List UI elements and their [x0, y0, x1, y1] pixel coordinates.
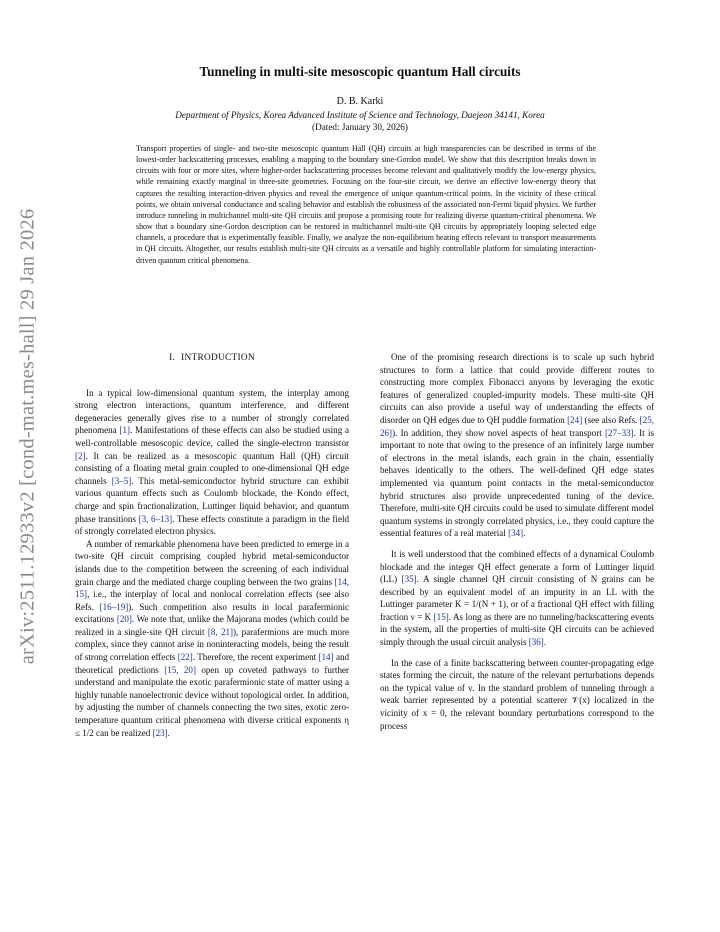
citation-link[interactable]: [1] — [119, 425, 131, 436]
abstract: Transport properties of single- and two-site mesoscopic quantum Hall (QH) circuits at high transparencies can be described in terms of the lowest-order backscattering processes, enabling a mapping to the boundary sine-Gordon model. We show that this description breaks down in circuits with four or more sites, where higher-order backscattering processes become relevant and qualitatively modify the low-energy physics, while remaining exactly marginal in three-site geometries. Focusing on the four-site circuit, we derive an effective low-energy theory that captures the resulting interaction-driven physics and reveal the emergence of unique quantum-critical points. In the vicinity of these critical points, we obtain universal conductance and scaling behavior and establish the robustness of the associated non-Fermi liquid physics. We further introduce tunneling in multichannel multi-site QH circuits and propose a promising route for realizing diverse quantum-critical phenomena. We show that a boundary sine-Gordon description can be restored in multichannel multi-site QH circuits by appropriately looping selected edge channels, a procedure that is experimentally feasible. Finally, we analyze the non-equilibrium heating effects relevant to transport measurements in QH circuits. Altogether, our results establish multi-site QH circuits as a versatile and highly controllable platform for simulating interaction-driven quantum critical phenomena. — [136, 144, 596, 265]
citation-link[interactable]: [24] — [567, 414, 583, 425]
citation-link[interactable]: [22] — [177, 652, 193, 663]
paragraph: It is well understood that the combined effects of a dynamical Coulomb blockade and the integer QH effect generate a form of Luttinger liquid (LL) [35]. A single channel QH circuit consisting of N grains can be described by an equivalent model of an impurity in an LL with the Luttinger parameter K = 1/(N + 1), or of a fractional QH effect with filling fraction ν = K [15]. As long as there are no tunneling/backscattering events in the system, all the properties of multi-site QH circuits can be achieved simply through the usual circuit analysis [36]. — [380, 548, 655, 648]
paragraph: A number of remarkable phenomena have been predicted to emerge in a two-site QH circuit comprising coupled hybrid metal-semiconductor islands due to the competition between the screening of each individual grain charge and the mediated charge coupling between the two grains [14, 15], i.e., the interplay of local and nonlocal correlation effects (see also Refs. [16–19]). Such competition also results in local parafermionic excitations [20]. We note that, unlike the Majorana modes (which could be realized in a single-site QH circuit [8, 21]), parafermions are much more complex, since they cannot arise in noninteracting models, being the result of strong correlation effects [22]. Therefore, the recent experiment [14] and theoretical predictions [15, 20] open up coveted pathways to further understand and manipulate the exotic parafermionic state of matter using a highly tunable nanoelectronic device without topological order. In addition, by adjusting the number of channels connecting the two sites, exotic zero-temperature quantum critical phenomena with diverse critical exponents η ≤ 1/2 can be realized [23]. — [75, 538, 350, 738]
author-affiliation: Department of Physics, Korea Advanced Institute of Science and Technology, Daejeon 34141, Korea — [175, 110, 545, 120]
citation-link[interactable]: [27–33] — [605, 427, 634, 438]
paragraph: In a typical low-dimensional quantum system, the interplay among strong electron interactions, quantum interference, and different degeneracies generally gives rise to a number of strongly correlated phenomena [1]. Manifestations of these effects can also be studied using a well-controllable mesoscopic device, called the single-electron transistor [2]. It can be realized as a mesoscopic quantum Hall (QH) circuit consisting of a floating metal grain coupled to one-dimensional QH edge channels [3–5]. This metal-semiconductor hybrid structure can exhibit various quantum effects such as Coulomb blockade, the Kondo effect, charge and spin fractionalization, Luttinger liquid behavior, and quantum phase transitions [3, 6–13]. These effects constitute a paradigm in the field of strongly correlated electron physics. — [75, 387, 349, 537]
citation-link[interactable]: [15] — [433, 611, 449, 622]
arxiv-identifier-stamp — [4, 196, 52, 676]
citation-link[interactable]: [14] — [318, 652, 334, 663]
citation-link[interactable]: [16–19] — [99, 601, 129, 612]
citation-link[interactable]: [25, 26] — [380, 414, 654, 438]
paragraph: One of the promising research directions is to scale up such hybrid structures to form a lattice that could provide different routes to constructing more complex Fibonacci anyons by leveraging the exotic features of generalized coupled-impurity models. These multi-site QH circuits can also provide a useful way of understanding the effects of disorder on QH edges due to QH puddle formation [24] (see also Refs. [25, 26]). In addition, they show novel aspects of heat transport [27–33]. It is important to note that owing to the presence of an infinitely large number of electrons in the metal islands, each grain in the chain, essentially behaves identically to the others. The well-defined QH edge states implemented via quantum point contacts in the metal-semiconductor hybrid structures also provide unprecedented tuning of the device. Therefore, multi-site QH circuits could be used to simulate different model quantum systems in strongly correlated physics, i.e., they could capture the essential features of a real material [34]. — [380, 352, 654, 539]
right-column — [380, 351, 654, 732]
left-column — [75, 352, 349, 739]
section-heading — [75, 352, 349, 365]
citation-link[interactable]: [23] — [152, 727, 168, 738]
citation-link[interactable]: [14, 15] — [75, 576, 349, 600]
author-name: D. B. Karki — [336, 96, 384, 107]
citation-link[interactable]: [8, 21] — [207, 626, 234, 637]
paper-title: Tunneling in multi-site mesoscopic quantum Hall circuits — [199, 64, 521, 79]
date-line: (Dated: January 30, 2026) — [312, 122, 408, 132]
section-number: I. — [169, 353, 176, 363]
section-title: INTRODUCTION — [181, 353, 255, 363]
citation-link[interactable]: [3, 6–13] — [138, 513, 173, 524]
citation-link[interactable]: [2] — [75, 450, 86, 461]
citation-link[interactable]: [36] — [528, 637, 544, 648]
arxiv-id-text: arXiv:2511.12933v2 [cond-mat.mes-hall] 29 Jan 2026 — [16, 208, 39, 664]
citation-link[interactable]: [3–5] — [111, 475, 132, 486]
citation-link[interactable]: [20] — [116, 614, 132, 625]
citation-link[interactable]: [35] — [401, 574, 417, 585]
paragraph: In the case of a finite backscattering between counter-propagating edge states forming the circuit, the nature of the relevant perturbations depends on the typical value of ν. In the standard problem of tunneling through a weak barrier represented by a potential scatterer 𝒱(x) localized in the vicinity of x = 0, the relevant boundary perturbations correspond to the process — [380, 657, 654, 731]
citation-link[interactable]: [34] — [508, 528, 524, 539]
citation-link[interactable]: [15, 20] — [164, 664, 196, 675]
